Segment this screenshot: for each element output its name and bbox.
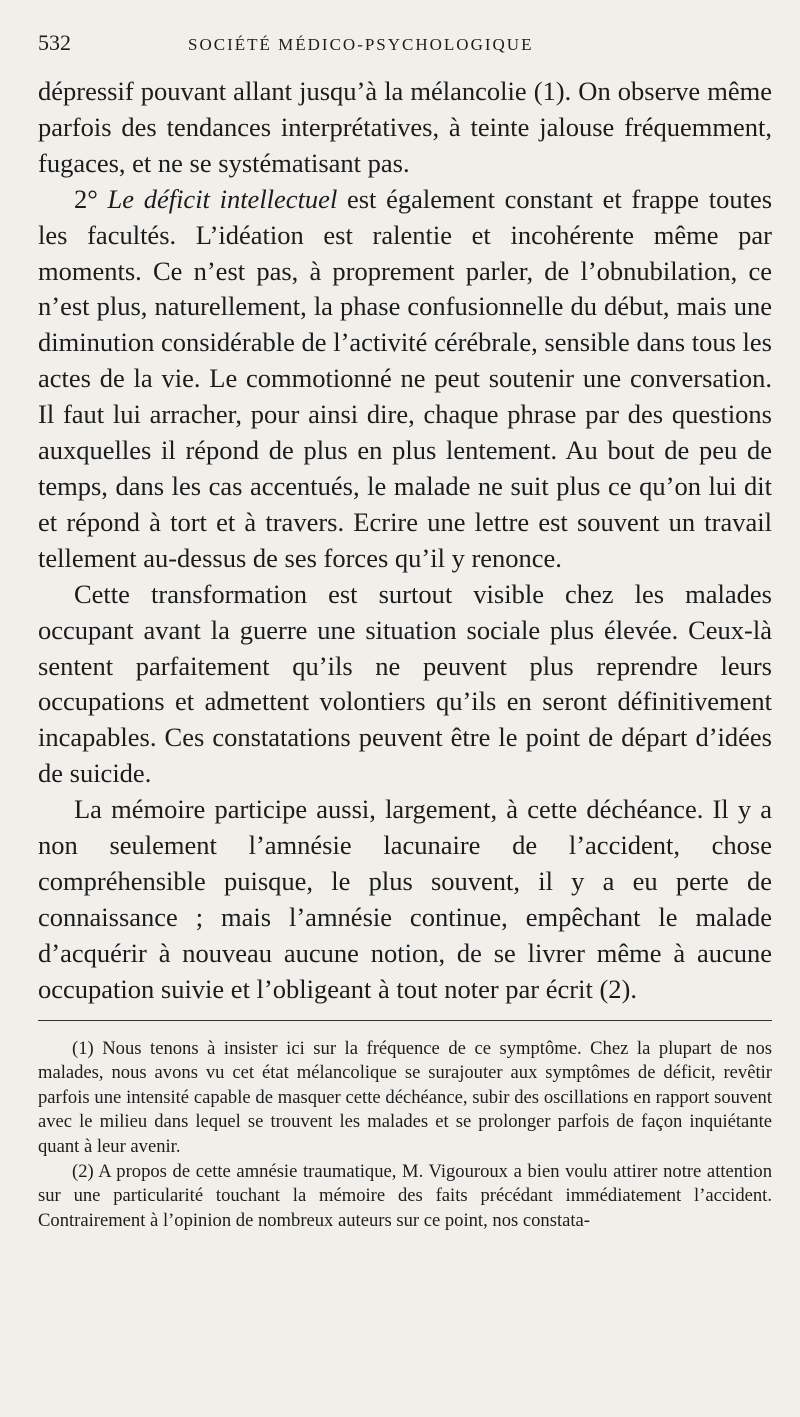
section-number: 2°	[74, 183, 98, 214]
paragraph-2	[38, 182, 772, 577]
footnotes	[38, 1037, 772, 1234]
running-title: SOCIÉTÉ MÉDICO-PSYCHOLOGIQUE	[188, 35, 534, 54]
running-header	[38, 30, 772, 74]
paragraph-2-text: est également constant et frappe toutes les facultés. L’idéation est ralentie et incohérente même par moments. Ce n’est pas, à proprement parler, de l’obnubilation, ce n’est plus, naturellement, la phase confusionnelle du début, mais une diminution considérable de l’activité cérébrale, sensible dans tous les actes de la vie. Le commotionné ne peut soutenir une conversation. Il faut lui arracher, pour ainsi dire, chaque phrase par des questions auxquelles il répond de plus en plus lentement. Au bout de peu de temps, dans les cas accentués, le malade ne suit plus ce qu’on lui dit et répond à tort et à travers. Ecrire une lettre est souvent un travail tellement au-dessus de ses forces qu’il y renonce.	[38, 183, 773, 573]
paragraph-1: dépressif pouvant allant jusqu’à la mélancolie (1). On observe même parfois des tendances interprétatives, à teinte jalouse fréquemment, fugaces, et ne se systématisant pas.	[38, 76, 772, 178]
section-title: Le déficit intellectuel	[107, 183, 338, 214]
page-number: 532	[38, 30, 71, 55]
footnote-2: (2) A propos de cette amnésie traumatique, M. Vigouroux a bien voulu attirer notre attention sur une particularité touchant la mémoire des faits précédant immédiatement l’accident. Contrairement à l’opinion de nombreux auteurs sur ce point, nos constata-	[38, 1160, 772, 1231]
body-text	[38, 74, 772, 1008]
footnote-1: (1) Nous tenons à insister ici sur la fréquence de ce symptôme. Chez la plupart de nos malades, nous avons vu cet état mélancolique se surajouter aux symptômes de déficit, revêtir parfois une intensité capable de masquer cette déchéance, subir des oscillations en rapport souvent avec le milieu dans lequel se trouvent les malades et se prolonger parfois de façon inquiétante quant à leur avenir.	[38, 1037, 772, 1157]
paragraph-3: Cette transformation est surtout visible chez les malades occupant avant la guerre une situation sociale plus élevée. Ceux-là sentent parfaitement qu’ils ne peuvent plus reprendre leurs occupations et admettent volontiers qu’ils en seront définitivement incapables. Ces constatations peuvent être le point de départ d’idées de suicide.	[38, 578, 772, 789]
footnote-rule	[38, 1020, 772, 1021]
paragraph-4: La mémoire participe aussi, largement, à cette déchéance. Il y a non seulement l’amnésie lacunaire de l’accident, chose compréhensible puisque, le plus souvent, il y a eu perte de connaissance ; mais l’amnésie continue, empêchant le malade d’acquérir à nouveau aucune notion, de se livrer même à aucune occupation suivie et l’obligeant à tout noter par écrit (2).	[38, 794, 772, 1004]
